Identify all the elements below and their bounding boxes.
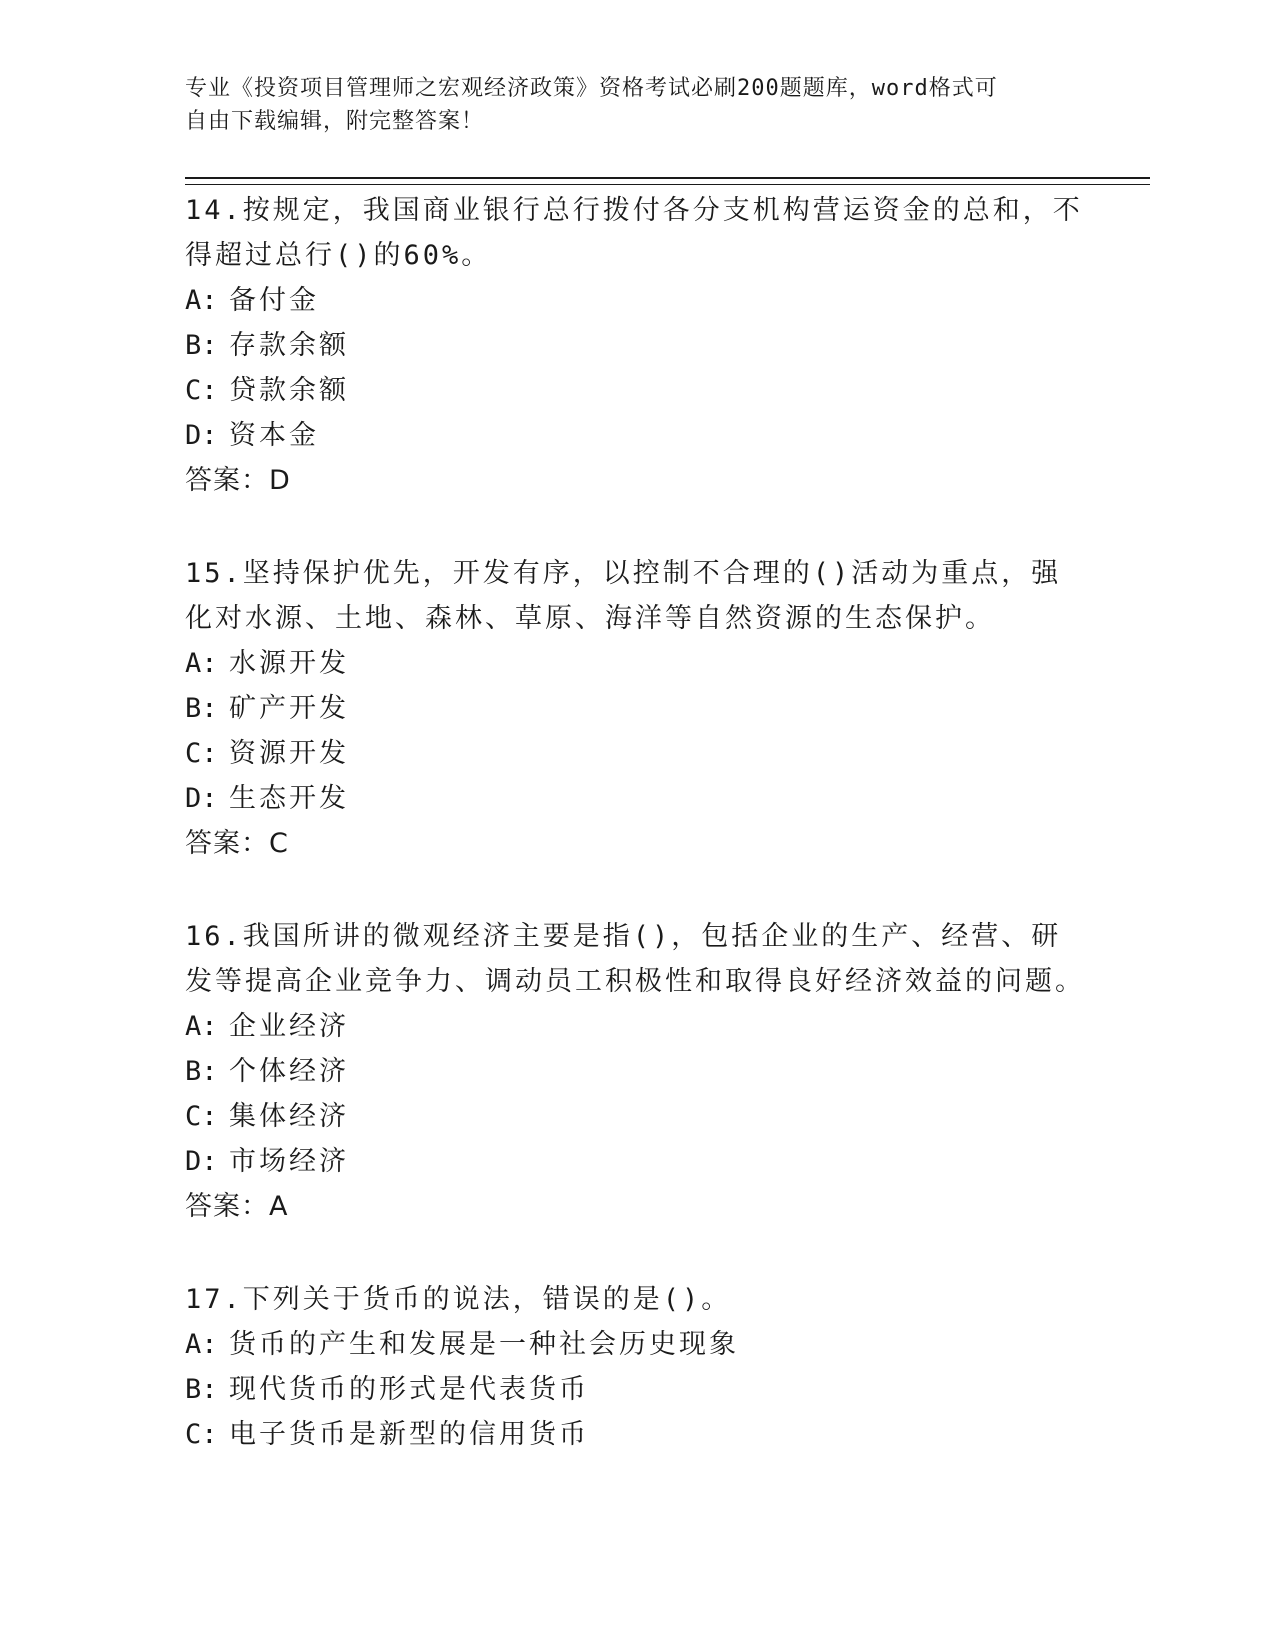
question-15 (185, 551, 1085, 866)
option-text: 资源开发 (229, 738, 349, 769)
option-letter: C: (185, 738, 218, 769)
option-d (185, 776, 1085, 821)
option-letter: A: (185, 1011, 218, 1042)
option-letter: C: (185, 1419, 218, 1450)
option-text: 备付金 (229, 285, 319, 316)
option-text: 货币的产生和发展是一种社会历史现象 (229, 1329, 739, 1360)
option-a (185, 1322, 1085, 1367)
option-letter: B: (185, 1056, 218, 1087)
question-stem: 15.坚持保护优先，开发有序，以控制不合理的()活动为重点，强化对水源、土地、森林、草原、海洋等自然资源的生态保护。 (185, 558, 1062, 634)
option-letter: A: (185, 1329, 218, 1360)
option-letter: B: (185, 1374, 218, 1405)
header-divider-thick (185, 177, 1150, 179)
option-text: 水源开发 (229, 648, 349, 679)
option-letter: B: (185, 693, 218, 724)
option-text: 企业经济 (229, 1011, 349, 1042)
option-d (185, 413, 1085, 458)
question-16 (185, 914, 1085, 1229)
answer-line: 答案：C (185, 828, 289, 859)
option-text: 资本金 (229, 420, 319, 451)
option-letter: D: (185, 420, 218, 451)
option-text: 存款余额 (229, 330, 349, 361)
option-c (185, 1094, 1085, 1139)
question-stem: 17.下列关于货币的说法，错误的是()。 (185, 1284, 732, 1315)
option-letter: A: (185, 648, 218, 679)
option-letter: A: (185, 285, 218, 316)
option-a (185, 1004, 1085, 1049)
option-b (185, 686, 1085, 731)
option-b (185, 1367, 1085, 1412)
answer-line: 答案：D (185, 465, 291, 496)
option-a (185, 641, 1085, 686)
option-b (185, 1049, 1085, 1094)
question-stem: 14.按规定，我国商业银行总行拨付各分支机构营运资金的总和，不得超过总行()的60%。 (185, 195, 1083, 271)
option-text: 生态开发 (229, 783, 349, 814)
option-c (185, 1412, 1085, 1457)
question-14 (185, 188, 1085, 503)
option-text: 贷款余额 (229, 375, 349, 406)
option-letter: D: (185, 1146, 218, 1177)
header-line-2: 自由下载编辑，附完整答案！ (185, 109, 485, 134)
option-text: 电子货币是新型的信用货币 (229, 1419, 589, 1450)
option-text: 集体经济 (229, 1101, 349, 1132)
option-c (185, 731, 1085, 776)
option-letter: B: (185, 330, 218, 361)
question-stem: 16.我国所讲的微观经济主要是指()，包括企业的生产、经营、研发等提高企业竞争力、调动员工积极性和取得良好经济效益的问题。 (185, 921, 1085, 997)
option-text: 个体经济 (229, 1056, 349, 1087)
option-d (185, 1139, 1085, 1184)
option-text: 市场经济 (229, 1146, 349, 1177)
option-letter: C: (185, 375, 218, 406)
question-17 (185, 1277, 1085, 1457)
document-header (185, 72, 1065, 138)
option-letter: D: (185, 783, 218, 814)
option-letter: C: (185, 1101, 218, 1132)
header-divider-thin (185, 184, 1150, 185)
option-text: 现代货币的形式是代表货币 (229, 1374, 589, 1405)
option-a (185, 278, 1085, 323)
answer-line: 答案：A (185, 1191, 289, 1222)
header-line-1: 专业《投资项目管理师之宏观经济政策》资格考试必刷200题题库，word格式可 (185, 76, 998, 101)
option-b (185, 323, 1085, 368)
option-c (185, 368, 1085, 413)
option-text: 矿产开发 (229, 693, 349, 724)
